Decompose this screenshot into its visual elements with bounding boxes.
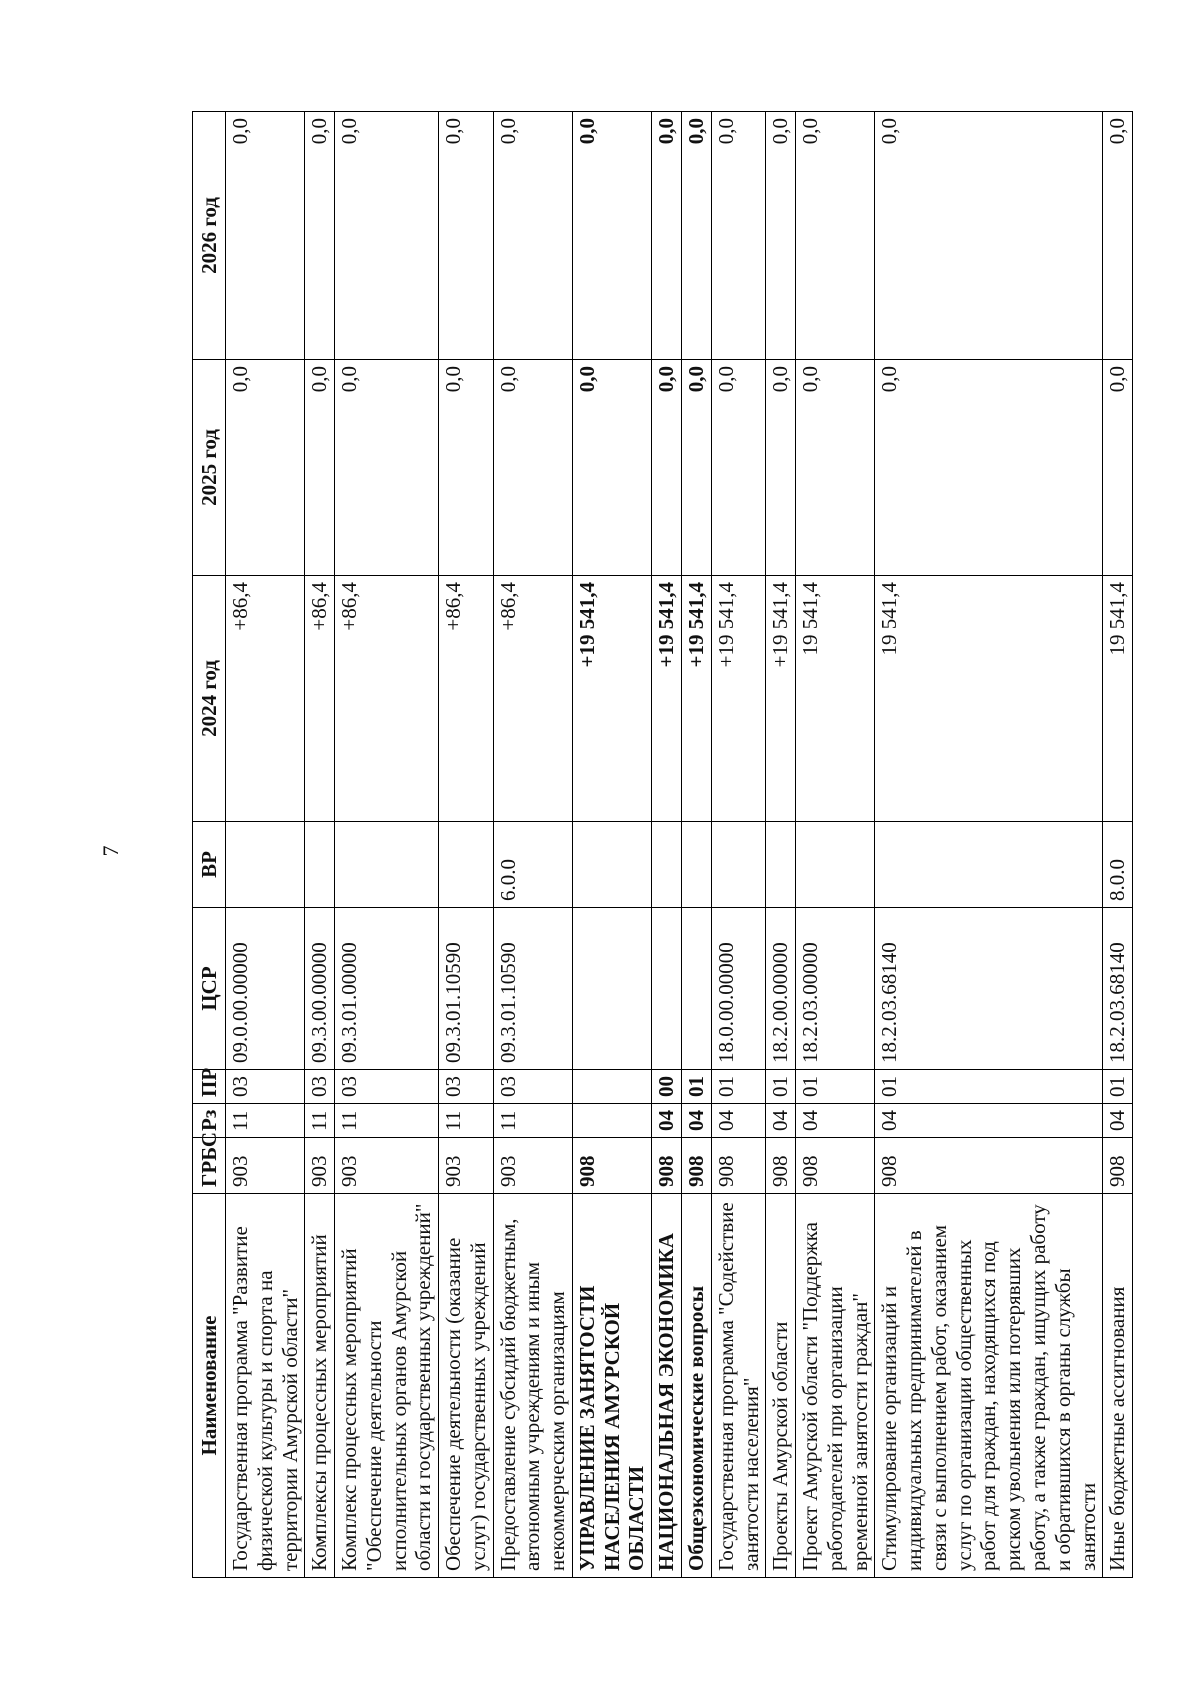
row-csr: 09.3.01.10590	[439, 908, 494, 1070]
row-csr: 18.2.03.68140	[875, 908, 1103, 1070]
row-rz: 04	[711, 1104, 766, 1138]
row-vr	[796, 822, 875, 908]
row-grbs: 908	[572, 1138, 651, 1194]
row-rz: 04	[875, 1104, 1103, 1138]
row-pr: 03	[439, 1070, 494, 1104]
table-row	[572, 112, 651, 1578]
row-csr: 09.3.00.00000	[305, 908, 335, 1070]
row-csr: 09.3.01.10590	[493, 908, 572, 1070]
table-row	[1103, 112, 1133, 1578]
row-vr	[682, 822, 712, 908]
row-rz: 11	[305, 1104, 335, 1138]
table-row	[305, 112, 335, 1578]
row-pr: 01	[711, 1070, 766, 1104]
row-name: Комплексы процессных мероприятий	[305, 1194, 335, 1578]
row-pr: 03	[226, 1070, 305, 1104]
row-csr: 18.2.03.00000	[796, 908, 875, 1070]
row-2026: 0,0	[796, 112, 875, 360]
row-2024: +86,4	[335, 576, 439, 822]
row-pr: 03	[305, 1070, 335, 1104]
row-pr: 01	[682, 1070, 712, 1104]
row-csr	[572, 908, 651, 1070]
row-grbs: 903	[493, 1138, 572, 1194]
row-2024: +19 541,4	[682, 576, 712, 822]
row-vr	[652, 822, 682, 908]
row-grbs: 908	[652, 1138, 682, 1194]
row-2025: 0,0	[572, 360, 651, 576]
table-header-row	[193, 112, 226, 1578]
row-2026: 0,0	[572, 112, 651, 360]
row-2026: 0,0	[652, 112, 682, 360]
row-vr	[335, 822, 439, 908]
row-name: Государственная программа "Содействие занятости населения"	[711, 1194, 766, 1578]
row-2025: 0,0	[652, 360, 682, 576]
row-name: УПРАВЛЕНИЕ ЗАНЯТОСТИ НАСЕЛЕНИЯ АМУРСКОЙ ОБЛАСТИ	[572, 1194, 651, 1578]
row-2024: 19 541,4	[796, 576, 875, 822]
row-rz: 11	[493, 1104, 572, 1138]
table-row	[493, 112, 572, 1578]
table-row	[682, 112, 712, 1578]
header-csr: ЦСР	[193, 908, 226, 1070]
row-grbs: 908	[1103, 1138, 1133, 1194]
row-2025: 0,0	[1103, 360, 1133, 576]
header-2025: 2025 год	[193, 360, 226, 576]
row-rz: 11	[335, 1104, 439, 1138]
row-grbs: 903	[335, 1138, 439, 1194]
row-2024: +86,4	[493, 576, 572, 822]
row-2025: 0,0	[875, 360, 1103, 576]
row-2025: 0,0	[439, 360, 494, 576]
row-csr: 09.0.00.00000	[226, 908, 305, 1070]
row-2026: 0,0	[226, 112, 305, 360]
row-2025: 0,0	[493, 360, 572, 576]
row-2026: 0,0	[439, 112, 494, 360]
row-csr: 18.2.00.00000	[766, 908, 796, 1070]
row-2026: 0,0	[766, 112, 796, 360]
row-pr: 00	[652, 1070, 682, 1104]
row-2025: 0,0	[682, 360, 712, 576]
row-grbs: 908	[766, 1138, 796, 1194]
row-2025: 0,0	[766, 360, 796, 576]
header-grbs: ГРБС	[193, 1138, 226, 1194]
row-vr	[226, 822, 305, 908]
table-row	[439, 112, 494, 1578]
row-vr: 6.0.0	[493, 822, 572, 908]
row-2026: 0,0	[305, 112, 335, 360]
row-grbs: 908	[711, 1138, 766, 1194]
row-2026: 0,0	[493, 112, 572, 360]
row-csr	[652, 908, 682, 1070]
row-rz: 04	[682, 1104, 712, 1138]
row-pr: 01	[766, 1070, 796, 1104]
row-rz: 11	[226, 1104, 305, 1138]
row-name: Стимулирование организаций и индивидуальных предпринимателей в связи с выполнением работ, оказанием услуг по организации общественных работ для граждан, находящихся под риском увольнения или потерявших работу, а также граждан, ищущих работу и обратившихся в органы службы занятости	[875, 1194, 1103, 1578]
row-rz: 04	[1103, 1104, 1133, 1138]
row-vr	[875, 822, 1103, 908]
row-rz: 04	[796, 1104, 875, 1138]
row-vr	[711, 822, 766, 908]
row-2024: 19 541,4	[875, 576, 1103, 822]
row-grbs: 908	[796, 1138, 875, 1194]
row-name: Обеспечение деятельности (оказание услуг) государственных учреждений	[439, 1194, 494, 1578]
table-row	[796, 112, 875, 1578]
row-name: Общеэкономические вопросы	[682, 1194, 712, 1578]
row-csr: 09.3.01.00000	[335, 908, 439, 1070]
row-2024: +19 541,4	[652, 576, 682, 822]
row-2024: +19 541,4	[711, 576, 766, 822]
row-grbs: 903	[305, 1138, 335, 1194]
row-2025: 0,0	[305, 360, 335, 576]
table-row	[766, 112, 796, 1578]
row-vr	[572, 822, 651, 908]
row-2024: +19 541,4	[572, 576, 651, 822]
table-row	[335, 112, 439, 1578]
header-rz: Рз	[193, 1104, 226, 1138]
table-row	[652, 112, 682, 1578]
header-2026: 2026 год	[193, 112, 226, 360]
row-pr: 03	[335, 1070, 439, 1104]
row-pr: 01	[875, 1070, 1103, 1104]
rotated-table-container	[192, 112, 1200, 1578]
row-rz: 04	[766, 1104, 796, 1138]
row-name: Государственная программа "Развитие физической культуры и спорта на территории Амурской области"	[226, 1194, 305, 1578]
row-2026: 0,0	[1103, 112, 1133, 360]
row-vr: 8.0.0	[1103, 822, 1133, 908]
table-row	[711, 112, 766, 1578]
row-rz: 04	[652, 1104, 682, 1138]
row-grbs: 908	[682, 1138, 712, 1194]
row-pr	[572, 1070, 651, 1104]
table-row	[875, 112, 1103, 1578]
header-2024: 2024 год	[193, 576, 226, 822]
row-csr	[682, 908, 712, 1070]
header-pr: ПР	[193, 1070, 226, 1104]
row-grbs: 908	[875, 1138, 1103, 1194]
row-2024: +86,4	[226, 576, 305, 822]
row-name: Комплекс процессных мероприятий "Обеспечение деятельности исполнительных органов Амурской области и государственных учреждений"	[335, 1194, 439, 1578]
row-2024: +86,4	[439, 576, 494, 822]
row-vr	[766, 822, 796, 908]
row-vr	[439, 822, 494, 908]
row-name: НАЦИОНАЛЬНАЯ ЭКОНОМИКА	[652, 1194, 682, 1578]
row-name: Проекты Амурской области	[766, 1194, 796, 1578]
row-2024: 19 541,4	[1103, 576, 1133, 822]
row-2025: 0,0	[335, 360, 439, 576]
row-2025: 0,0	[226, 360, 305, 576]
row-2025: 0,0	[711, 360, 766, 576]
row-2024: +86,4	[305, 576, 335, 822]
row-2026: 0,0	[335, 112, 439, 360]
row-pr: 01	[1103, 1070, 1133, 1104]
page-number: 7	[98, 845, 123, 857]
row-grbs: 903	[226, 1138, 305, 1194]
row-name: Иные бюджетные ассигнования	[1103, 1194, 1133, 1578]
row-name: Проект Амурской области "Поддержка работодателей при организации временной занятости граждан"	[796, 1194, 875, 1578]
header-name: Наименование	[193, 1194, 226, 1578]
row-2024: +19 541,4	[766, 576, 796, 822]
row-rz: 11	[439, 1104, 494, 1138]
row-2026: 0,0	[711, 112, 766, 360]
row-pr: 01	[796, 1070, 875, 1104]
row-2025: 0,0	[796, 360, 875, 576]
row-rz	[572, 1104, 651, 1138]
row-grbs: 903	[439, 1138, 494, 1194]
row-vr	[305, 822, 335, 908]
table-body	[226, 112, 1133, 1578]
row-2026: 0,0	[682, 112, 712, 360]
header-vr: ВР	[193, 822, 226, 908]
row-name: Предоставление субсидий бюджетным, автономным учреждениям и иным некоммерческим организациям	[493, 1194, 572, 1578]
row-csr: 18.0.00.00000	[711, 908, 766, 1070]
budget-table	[192, 111, 1133, 1578]
table-row	[226, 112, 305, 1578]
row-2026: 0,0	[875, 112, 1103, 360]
row-pr: 03	[493, 1070, 572, 1104]
row-csr: 18.2.03.68140	[1103, 908, 1133, 1070]
